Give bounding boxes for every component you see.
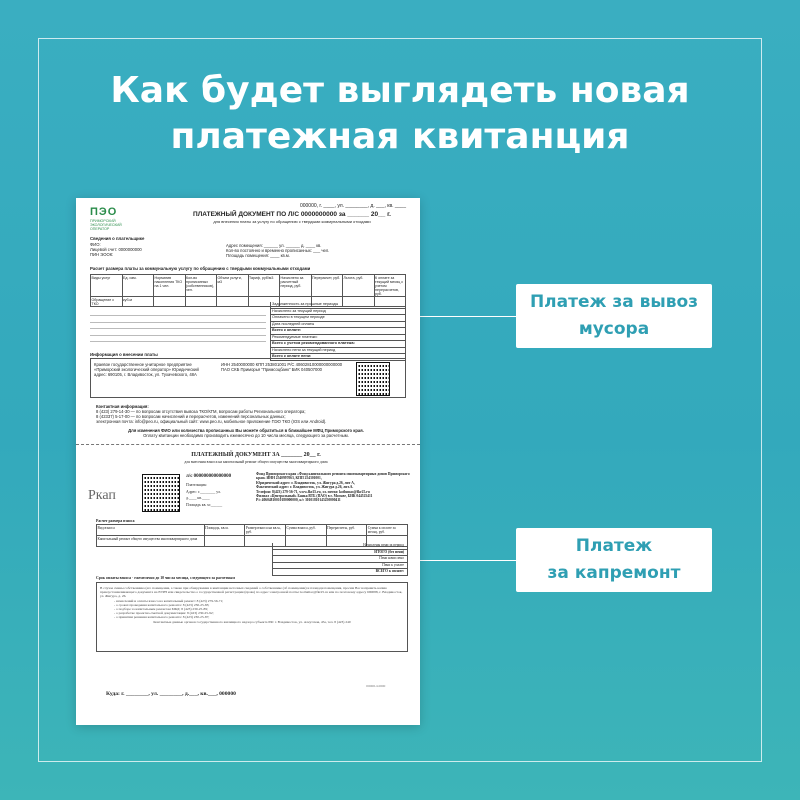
contact-line: 8 (423) 279-14-30 — по вопросам отсутствия вывоза ТКО/КГМ, вопросам работы Регионального оператора; [96,409,306,414]
callout-connector-repair [420,560,516,561]
repair-info-line: - о принятии решения капитального ремонта: 8 (423) 230-25-87; [114,615,210,620]
calc-header-cell: Начислено за расчетный период, руб. [280,275,312,297]
summary-row: Рекомендуемые платежи: [270,335,406,342]
fio-notice [96,428,396,438]
calc-header-cell: Кол-во прописанных (собственников), чел. [185,275,217,297]
fund-line: Филиал «Центральный» Банка ВТБ (ПАО) в г. Москве, БИК 044525411 [256,494,373,499]
repair-payer-line: д.____ кв.____ [186,496,210,500]
payment-receipt [76,198,420,725]
headline [0,68,800,160]
calc-header-cell: Норматив накопления ТКО на 1 чел. [154,275,186,297]
callout-garbage-payment [516,284,712,348]
contact-heading: Контактная информация: [96,404,149,409]
callout-garbage-line-1: Платеж за вывоз [529,292,699,312]
summary-row: Оплачено в текущем периоде [270,315,406,322]
summary-row: Начислено пени за текущий период [270,348,406,355]
info-bank: ИНН 2540000000 КПП 253801001 Р/С 40602810000000000000 ПАО СКБ Приморья "Примсоцбанк" БИК 040507000 [221,362,343,372]
summary-box [270,302,406,361]
calc-header-cell: Льгота, руб. [343,275,375,297]
headline-line-2: платежная квитанция [170,116,630,157]
repair-doc-title: ПЛАТЕЖНЫЙ ДОКУМЕНТ ЗА _______ 20__ г. [191,452,321,458]
payer-account: Лицевой счет: 0000000000 [90,247,142,252]
contact-line: 8 (42337) 5-17-00 — по вопросам начислений и перерасчетов, изменений персональных данных; [96,414,286,419]
repair-info-line: Контактные данные органов государственного жилищного надзора субъекта РФ: г. Владивосток, ул. Алеутская, 45а, тел. 8 (423) 240 [153,619,351,624]
fio-notice-text: Для изменения ФИО или количества прописанных Вы можете обратиться в ближайшее МФЦ Приморского края. [128,428,364,433]
repair-header-cell: Перерасчеты, руб. [326,525,367,536]
repair-payer-line: Площадь кв. м:______ [186,502,223,507]
repair-calc-heading: Расчет размера взноса [96,519,135,523]
qr-code-repair [142,474,180,512]
receipt-form-id: О0000-4-0000 [366,684,386,688]
repair-deadline: Срок оплаты взноса - ежемесячно до 10 числа месяца, следующего за расчетным [96,576,235,580]
callout-repair-line-1: Платеж [575,536,653,556]
peo-logo-subtitle: ПРИМОРСКИЙ ЭКОЛОГИЧЕСКИЙ ОПЕРАТОР [90,219,122,232]
fund-line: Фактический адрес: г. Владивосток, ул. Жигура д.26, лит.А. [256,485,354,490]
calc-fine-print [90,310,266,343]
contact-line: электронная почта: info@peo.ru, официальный сайт: www.peo.ru, мобильное приложение ПЭО ТКО (IOS или Android). [96,419,327,424]
calc-row-service: Обращение с ТКО [91,297,123,307]
rkap-label: Ркап [88,488,116,503]
fund-line: Фонд Приморского края «Фонд капитального ремонта многоквартирных домов Приморского края» ИНН 2540997063, КПП 254301001, [256,472,410,481]
receipt-separator [76,444,420,445]
repair-doc-subtitle: для внесения взноса на капитальный ремонт общего имущества многоквартирного дома [184,460,328,464]
summary-row: Дата последней оплаты [270,322,406,329]
callout-repair-payment [516,528,712,592]
calc-header-cell: Перерасчет, руб. [311,275,343,297]
repair-summary-row: Пени начислено [272,556,408,563]
calc-row-unit: куб.м [122,297,154,307]
repair-header-cell: Сумма к оплате за месяц, руб. [367,525,408,536]
address-line-2: Кол-во постоянно и временно прописанных: ___ чел. [226,248,330,253]
fund-line: Р/с 40604810010180000000, к/с 30101810145250000411 [256,498,341,503]
payer-details [90,242,210,257]
fund-line: Телефон: 8(423) 279-56-71, www.fkr25.ru, эл. почта: kotlumac@fkr25.ru [256,489,370,494]
headline-line-1: Как будет выглядеть новая [110,70,690,111]
calc-header-cell: Виды услуг [91,275,123,297]
repair-summary-row: Начислены пени за период [272,543,408,550]
calc-heading: Расчет размера платы за коммунальную услугу по обращению с твердыми коммунальными отходами [90,266,311,271]
callout-garbage-line-2: мусора [578,319,650,339]
peo-logo: ПЭО [90,206,118,218]
repair-info-line: - о подборе за капитальным ремонтом МКД: 8 (423) 230-25-89; [114,607,208,612]
calc-header-cell: К оплате за текущий месяц с учетом перерасчетов, руб. [374,275,406,297]
repair-row-label: Капитальный ремонт общего имущества многоквартирного дома [97,536,205,547]
repair-info-line: В случае смены собственника (его помещения, а также при обнаружении в квитанции неточных сведений о собственнике (об помещении) и площади помещения, просим Вас направить копию правоустанавливающего документа на ЕГРН или свидетельство о государственной регистрации (права) по адрес электронной почты: kotlumac@fkr25.ru или по почтовому адресу 690088, г. Владивосток, ул. Жигура, д. 26. [100,586,403,599]
calc-header-cell: Тариф, руб/м3 [248,275,280,297]
summary-row: Задолженность за прошлые периоды [270,302,406,309]
summary-row: Начислено за текущий период [270,309,406,316]
fund-details [256,472,412,503]
repair-info-line: - о сроках проведения капитального ремонта: 8 (423) 230-25-83; [114,602,210,607]
repair-info-line: - начислений и оплаты взноса на капитальный ремонт: 8 (423) 279-56-71; [114,598,224,603]
repair-summary-row: Пени к уплате [272,563,408,570]
summary-row: Всего с учетом рекомендованного платежа: [270,341,406,348]
calc-header-cell: Объем услуги, м3 [217,275,249,297]
repair-payer-line: Плательщик: [186,483,208,487]
fund-line: Юридический адрес: г. Владивосток, ул. Жигура д.26, лит А, [256,480,355,485]
repair-account-number: л/с 000000000000000 [186,474,232,479]
payer-pin: ПИН ЭООК: [90,252,114,257]
calc-header-cell: Ед. изм. [122,275,154,297]
callout-connector-garbage [420,316,516,317]
receipt-doc-title: ПЛАТЕЖНЫЙ ДОКУМЕНТ ПО Л/С 0000000000 за ______ 20__ г. [193,211,391,218]
payer-heading: Сведения о плательщике [90,236,145,241]
repair-info-line: - о разработке проектно-сметной документации: 8 (423) 230-25-92; [114,611,214,616]
repair-header-cell: Площадь, кв.м. [204,525,245,536]
repair-summary-row: ИТОГО (без пени) [272,550,408,557]
repair-header-cell: Размер взноса на кв.м., руб. [245,525,286,536]
address-line-1: Адрес помещения: ______ ул. ______ д. ____ кв. [226,243,322,248]
summary-row: Всего к оплате пени: [270,354,406,361]
summary-row: Всего к оплате: [270,328,406,335]
callout-repair-line-2: за капремонт [547,563,681,583]
address-details [226,243,396,258]
info-org: Краевое государственное унитарное предприятие «Приморский экологический оператор» Юридический адрес: 690105, г. Владивосток, ул. Тухачевского, 48А [94,362,199,377]
qr-code-garbage [356,362,390,396]
receipt-address-line: 000000, г. ____, ул. ________, д. ___, кв. ____ [299,203,406,209]
receipt-doc-subtitle: для внесения платы за услугу по обращению с твердыми коммунальными отходами [213,219,371,224]
repair-header-cell: Вид взноса [97,525,205,536]
fio-notice-sub: Оплату квитанции необходимо производить ежемесячно до 10 числа месяца, следующего за расчетным. [143,433,349,438]
repair-payer-details [186,482,246,508]
repair-summary-box [272,543,408,576]
delivery-address: Куда: г. ________, ул. ________, д.___, кв.___, 000000 [106,691,236,697]
contact-info [96,404,396,424]
repair-info-box [96,582,408,652]
info-heading: Информация о внесении платы [90,352,158,357]
repair-header-cell: Сумма взноса, руб. [286,525,327,536]
payer-fio: ФИО: [90,242,101,247]
repair-summary-row: ВСЕГО к оплате: [272,569,408,576]
repair-payer-line: Адрес: г.________ ул. [186,489,221,494]
address-line-3: Площадь помещения: ____ кв.м. [226,253,290,258]
